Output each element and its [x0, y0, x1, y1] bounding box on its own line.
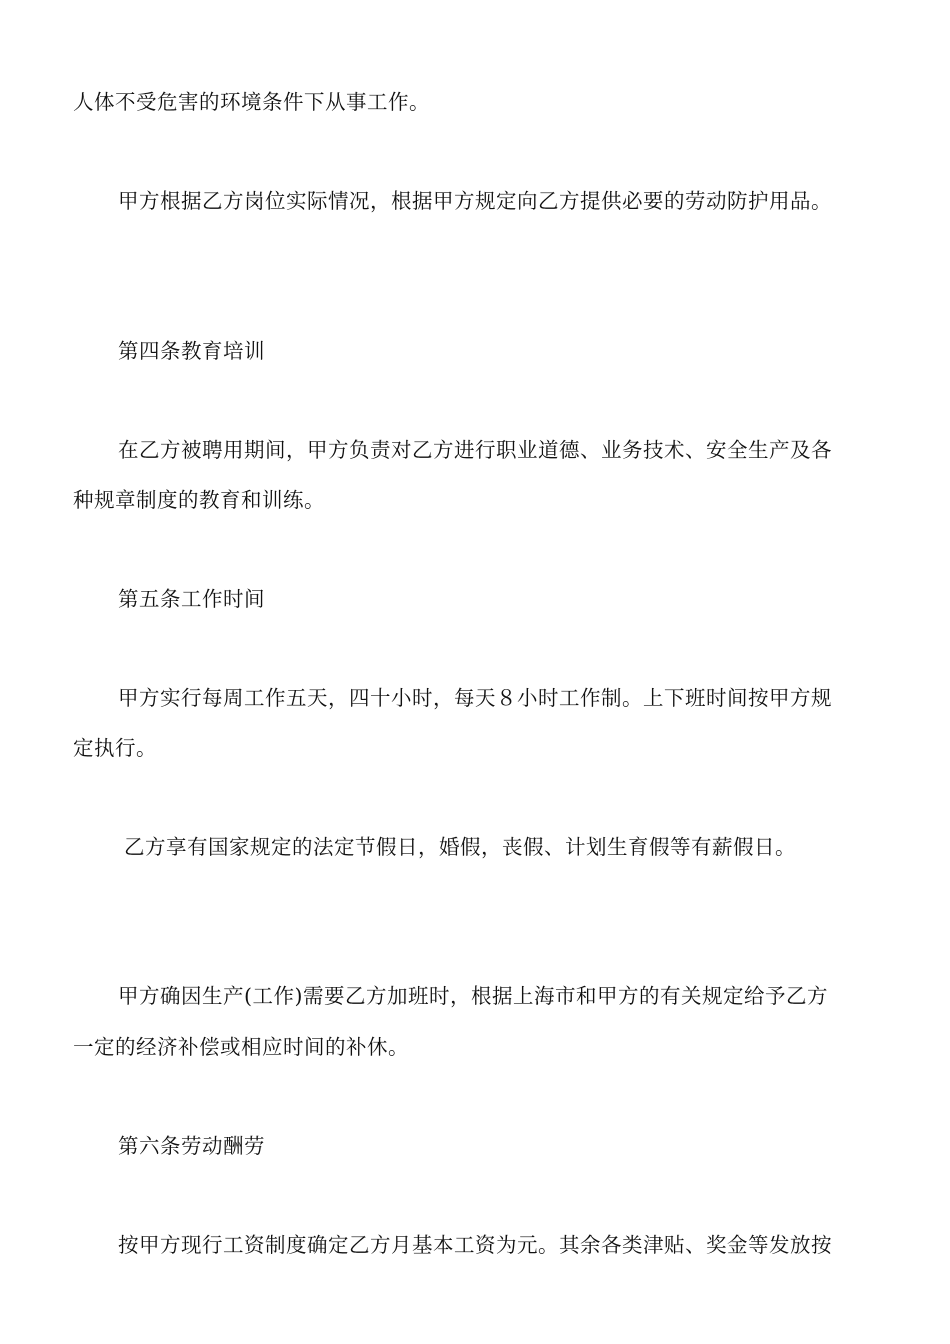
section-heading: 第五条工作时间 — [118, 587, 265, 611]
section-heading: 第六条劳动酬劳 — [118, 1134, 265, 1158]
paragraph-line: 按甲方现行工资制度确定乙方月基本工资为元。其余各类津贴、奖金等发放按 — [118, 1233, 832, 1257]
paragraph-line: 种规章制度的教育和训练。 — [73, 488, 325, 512]
paragraph-line: 甲方根据乙方岗位实际情况，根据甲方规定向乙方提供必要的劳动防护用品。 — [118, 189, 832, 213]
paragraph-line: 人体不受危害的环境条件下从事工作。 — [73, 90, 430, 114]
paragraph-line: 乙方享有国家规定的法定节假日，婚假，丧假、计划生育假等有薪假日。 — [124, 835, 796, 859]
paragraph-line: 在乙方被聘用期间，甲方负责对乙方进行职业道德、业务技术、安全生产及各 — [118, 438, 832, 462]
section-heading: 第四条教育培训 — [118, 339, 265, 363]
paragraph-line: 定执行。 — [73, 736, 157, 760]
paragraph-line: 一定的经济补偿或相应时间的补休。 — [73, 1035, 409, 1059]
paragraph-line: 甲方实行每周工作五天，四十小时，每天８小时工作制。上下班时间按甲方规 — [118, 686, 832, 710]
paragraph-line: 甲方确因生产(工作)需要乙方加班时，根据上海市和甲方的有关规定给予乙方 — [118, 984, 828, 1008]
